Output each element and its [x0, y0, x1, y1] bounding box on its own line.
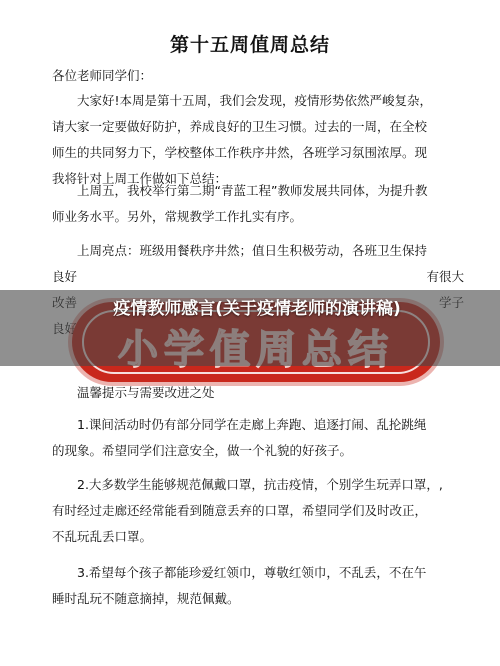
- overlay-title: 疫情教师感言(关于疫情老师的演讲稿): [113, 299, 401, 319]
- paragraph-last-friday: [52, 178, 464, 230]
- paragraph-line: 师业务水平。另外，常规教学工作扎实有序。: [52, 209, 303, 224]
- paragraph-line: 的现象。希望同学们注意安全，做一个礼貌的好孩子。: [52, 443, 353, 458]
- paragraph-line: 上周五，我校举行第二期“青蓝工程”教师发展共同体，为提升教: [77, 183, 428, 198]
- paragraph-line: 2.大多数学生能够规范佩戴口罩，抗击疫情，个别学生玩弄口罩，,: [77, 477, 443, 492]
- paragraph-tip-3: [52, 560, 464, 612]
- paragraph-line: 3.希望每个孩子都能珍爱红领巾，尊敬红领巾，不乱丢，不在午: [77, 565, 427, 580]
- paragraph-line: 温馨提示与需要改进之处: [77, 385, 215, 400]
- paragraph-line: 1.课间活动时仍有部分同学在走廊上奔跑、追逐打闹、乱抡跳绳: [77, 417, 427, 432]
- paragraph-tip-1: [52, 412, 464, 464]
- paragraph-line: 师生的共同努力下，学校整体工作秩序井然，各班学习氛围浓厚。现: [52, 145, 428, 160]
- paragraph-line: 不乱玩乱丢口罩。: [52, 529, 153, 544]
- paragraph-line: 上周亮点：班级用餐秩序井然；值日生积极劳动，各班卫生保持: [77, 243, 428, 258]
- line-fragment: 良好: [52, 269, 78, 284]
- paragraph-line: 请大家一定要做好防护，养成良好的卫生习惯。过去的一周，在全校: [52, 119, 428, 134]
- paragraph-intro: [52, 88, 464, 192]
- salutation: 各位老师同学们：: [52, 68, 153, 83]
- paragraph-line: 睡时乱玩不随意摘掉，规范佩戴。: [52, 591, 240, 606]
- paragraph-line: [52, 264, 464, 290]
- paragraph-line: 大家好!本周是第十五周，我们会发现，疫情形势依然严峻复杂，: [77, 93, 433, 108]
- paragraph-line: 有时经过走廊还经常能看到随意丢弃的口罩，希望同学们及时改正，: [52, 503, 428, 518]
- document-title: 第十五周值周总结: [169, 34, 330, 56]
- paragraph-tip-2: [52, 472, 464, 550]
- paragraph-line: 我将针对上周工作做如下总结：: [52, 171, 228, 186]
- line-fragment-right: 有很大: [426, 269, 464, 284]
- section-heading-tips: [52, 380, 464, 406]
- title-overlay-banner: [0, 290, 500, 366]
